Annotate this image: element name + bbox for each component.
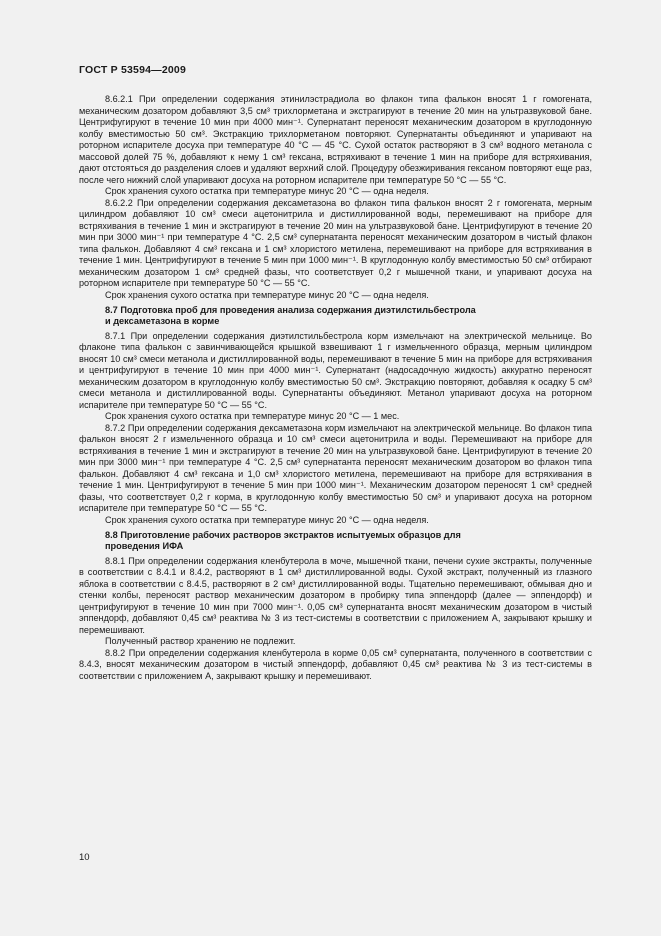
- paragraph-8-7-1: 8.7.1 При определении содержания диэтилстильбестрола корм измельчают на электрической мельнице. Во флаконе типа фалькон с завинчивающейся крышкой взвешивают 1 г измельченного образца, мерным цилиндром вносят 10 см³ смеси метанола и дистиллированной воды, перемешивают в течение 5 мин на приборе для встряхивания и центрифугируют в течение 10 мин при 4000 мин⁻¹. Супернатант (надосадочную жидкость) аккуратно переносят механическим дозатором в круглодонную колбу вместимостью 50 см³. Экстракцию повторяют, добавляя к осадку 5 см³ смеси метанола и дистиллированной воды. Супернатанты объединяют. Метанол упаривают досуха на роторном испарителе при температуре 50 °С — 55 °С.: [79, 330, 592, 410]
- page-number: 10: [79, 852, 90, 863]
- storage-note: Срок хранения сухого остатка при температуре минус 20 °С — 1 мес.: [105, 411, 400, 422]
- section-heading-line: и дексаметазона в корме: [105, 316, 220, 327]
- paragraph-8-6-2-1: 8.6.2.1 При определении содержания этинилэстрадиола во флакон типа фалькон вносят 1 г гомогената, механическим дозатором добавляют 3,5 см³ трихлорметана и экстрагируют в течение 20 мин на ультразвуковой бане. Центрифугируют в течение 10 мин при 4000 мин⁻¹. Супернатант переносят механическим дозатором в круглодонную колбу вместимостью 50 см³. Экстракцию трихлорметаном повторяют. Супернатанты объединяют и упаривают на роторном испарителе досуха при температуре 40 °С — 45 °С. Сухой остаток растворяют в 3 см³ водного метанола с массовой долей 75 %, добавляют к нему 1 см³ гексана, встряхивают в течение 1 мин на приборе для встряхивания, дают отстояться до разделения слоев и удаляют верхний слой. Процедуру обезжиривания гексаном повторяют еще раз, после чего нижний слой упаривают досуха на роторном испарителе при температуре 50 °С — 55 °С.: [79, 94, 592, 185]
- paragraph-8-8-2: 8.8.2 При определении содержания кленбутерола в корме 0,05 см³ супернатанта, полученного в соответствии с 8.4.3, вносят механическим дозатором в чистый эппендорф, добавляют 0,45 см³ реактива № 3 из тест-системы в соответствии с приложением А, закрывают крышку и перемешивают.: [79, 647, 592, 681]
- section-heading-8-8: [105, 530, 592, 553]
- storage-note: Срок хранения сухого остатка при температуре минус 20 °С — одна неделя.: [105, 289, 429, 300]
- storage-note: Срок хранения сухого остатка при температуре минус 20 °С — одна неделя.: [105, 514, 429, 525]
- paragraph-8-8-1: 8.8.1 При определении содержания кленбутерола в моче, мышечной ткани, печени сухие экстракты, полученные в соответствии с 8.4.1 и 8.4.2, растворяют в 1 см³ дистиллированной воды. Сухой экстракт, полученный из глазного яблока в соответствии с 8.4.5, растворяют в 2 см³ дистиллированной воды. Тщательно перемешивают, обмывая дно и стенки колбы, переносят раствор механическим дозатором в пробирку типа эппендорф (далее — эппендорф) и центрифугируют в течение 10 мин при 7000 мин⁻¹. 0,05 см³ супернатанта вносят механическим дозатором в чистый эппендорф, добавляют 0,45 см³ реактива № 3 из тест-системы в соответствии с приложением А, закрывают крышку и перемешивают.: [79, 555, 592, 635]
- section-heading-line: 8.7 Подготовка проб для проведения анализа содержания диэтилстильбестрола: [105, 305, 476, 315]
- section-heading-8-7: [105, 305, 592, 328]
- paragraph-8-7-2: 8.7.2 При определении содержания дексаметазона корм измельчают на электрической мельнице. Во флакон типа фалькон вносят 2 г измельченного образца и 10 см³ смеси ацетонитрила и воды. Перемешивают на приборе для встряхивания в течение 1 мин и экстрагируют в течение 20 мин на ультразвуковой бане. Центрифугируют в течение 20 мин при 3000 мин⁻¹ при температуре 4 °С. 2,5 см³ супернатанта переносят механическим дозатором во флакон типа фалькон. Добавляют 4 см³ гексана и 1,0 см³ хлористого метилена, перемешивают на приборе для встряхивания в течение 1 мин. Центрифугируют в течение 5 мин при 1000 мин⁻¹. Механическим дозатором переносят 1 см³ средней фазы, что соответствует 0,2 г корма, в круглодонную колбу вместимостью 50 см³ и упаривают досуха на роторном испарителе при температуре 50 °С — 55 °С.: [79, 422, 592, 514]
- storage-note: Срок хранения сухого остатка при температуре минус 20 °С — одна неделя.: [105, 186, 429, 196]
- section-heading-line: проведения ИФА: [105, 541, 184, 552]
- paragraph-8-6-2-2: 8.6.2.2 При определении содержания дексаметазона во флакон типа фалькон вносят 2 г гомогената, мерным цилиндром добавляют 10 см³ смеси ацетонитрила и дистиллированной воды, перемешивают на приборе для встряхивания в течение 1 мин и экстрагируют в течение 20 мин на ультразвуковой бане. Центрифугируют в течение 20 мин при 3000 мин⁻¹ при температуре 4 °С. 2,5 см³ супернатанта переносят механическим дозатором в чистый флакон типа фалькон. Добавляют 4 см³ гексана и 1 см³ хлористого метилена, перемешивают на приборе для встряхивания в течение 1 мин. Центрифугируют в течение 5 мин при 1000 мин⁻¹. В круглодонную колбу вместимостью 50 см³ отбирают механическим дозатором 1 см³ средней фазы, что соответствует 0,2 г мышечной ткани, и упаривают досуха на роторном испарителе при температуре 50 °С — 55 °С.: [79, 197, 592, 288]
- document-body: [79, 94, 592, 682]
- storage-note: Полученный раствор хранению не подлежит.: [105, 636, 296, 647]
- standard-header: ГОСТ Р 53594—2009: [79, 64, 187, 76]
- section-heading-line: 8.8 Приготовление рабочих растворов экстрактов испытуемых образцов для: [105, 530, 461, 541]
